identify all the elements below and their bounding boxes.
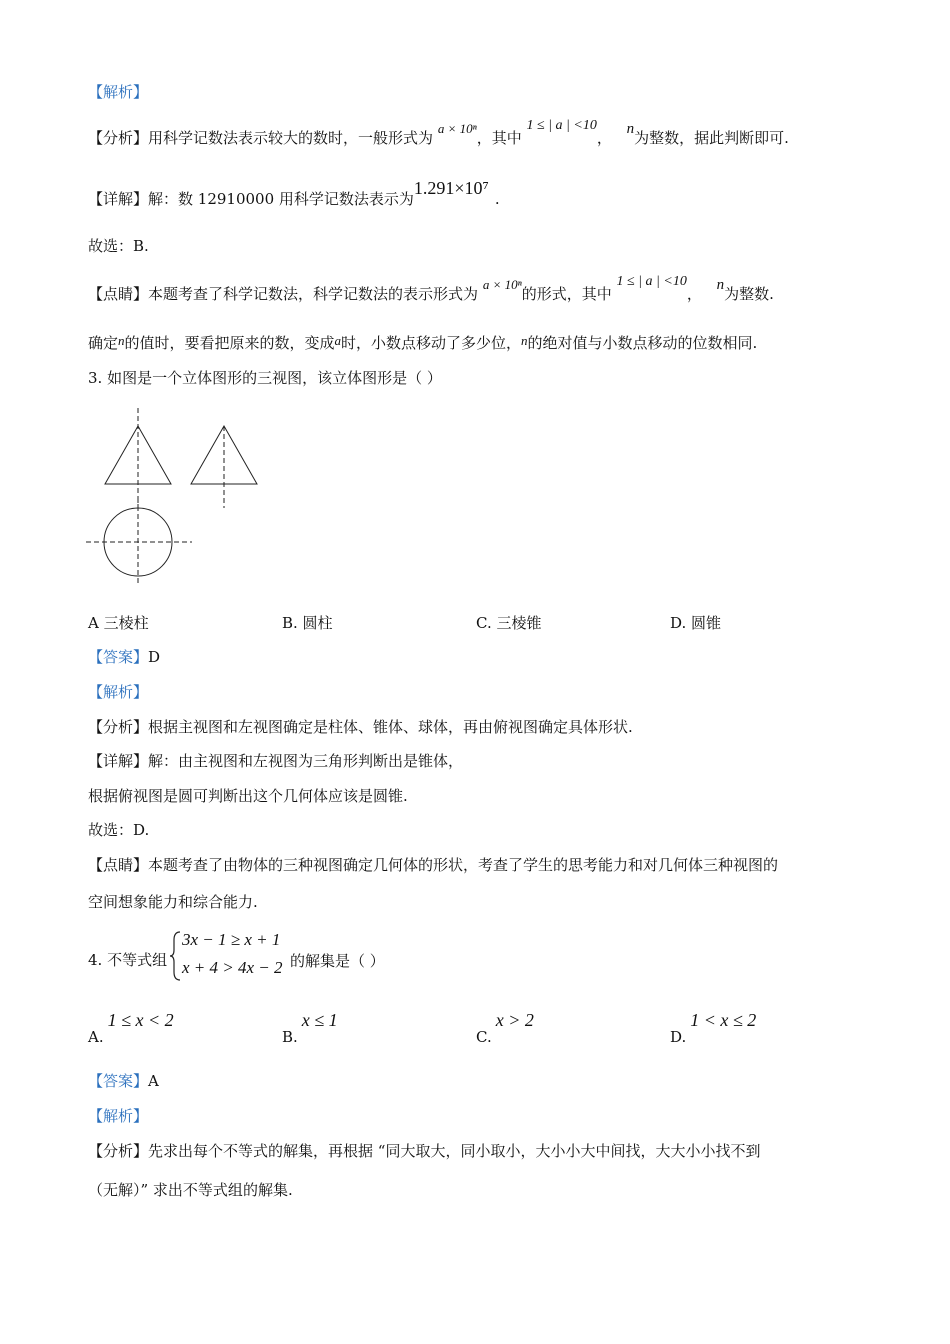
q4-answer: 【答案】A	[88, 1072, 159, 1090]
math-n: n	[626, 121, 635, 137]
q3-answer: 【答案】D	[88, 648, 161, 666]
q4-option-a[interactable]: A.1 ≤ x < 2	[88, 1010, 174, 1046]
fenxi-tag: 【分析】	[88, 129, 149, 147]
q3-dianjing2: 空间想象能力和综合能力.	[88, 893, 258, 911]
q3-option-d[interactable]: D. 圆锥	[670, 614, 722, 632]
jiexi-heading-q2: 【解析】	[88, 83, 149, 101]
q4-fenxi: 【分析】先求出每个不等式的解集，再根据 “同大取大，同小取小，大小小大中间找，大大小小找不到	[88, 1142, 761, 1160]
xiangjie-line-q2: 【详解】解：数 12910000 用科学记数法表示为1.291×10⁷.	[88, 178, 500, 208]
q3-fenxi: 【分析】根据主视图和左视图确定是柱体、锥体、球体，再由俯视图确定具体形状.	[88, 718, 633, 736]
q3-option-c[interactable]: C. 三棱锥	[476, 614, 542, 632]
q3-xiangjie2: 根据俯视图是圆可判断出这个几何体应该是圆锥.	[88, 787, 408, 805]
q4-stem-end: 的解集是（ ）	[290, 952, 385, 970]
brace-icon	[170, 930, 182, 982]
math-a-times-10n: a × 10ⁿ	[437, 121, 477, 136]
q4-option-b[interactable]: B.x ≤ 1	[282, 1010, 338, 1046]
three-views-figure	[82, 408, 202, 588]
side-view-figure	[185, 408, 265, 518]
q4-fenxi2: （无解）” 求出不等式组的解集.	[88, 1181, 293, 1199]
math-sci-notation: 1.291×10⁷	[413, 178, 489, 198]
q3-guxuan: 故选：D.	[88, 821, 150, 839]
q3-stem: 3. 如图是一个立体图形的三视图，该立体图形是（ ）	[88, 369, 442, 387]
jiexi-heading-q3: 【解析】	[88, 683, 149, 701]
q4-option-c[interactable]: C.x > 2	[476, 1010, 534, 1046]
dianjing-line-q2: 【点睛】本题考查了科学记数法，科学记数法的表示形式为 a × 10ⁿ的形式，其中 1 ≤ | a | <10， n为整数.	[88, 274, 774, 303]
jiexi-heading-q4: 【解析】	[88, 1107, 149, 1125]
dianjing-line2-q2: 确定n的值时，要看把原来的数，变成a时，小数点移动了多少位，n的绝对值与小数点移动的位数相同.	[88, 333, 758, 352]
guxuan-q2: 故选：B.	[88, 237, 149, 255]
q4-stem: 4. 不等式组	[88, 951, 168, 969]
q3-option-a[interactable]: A 三棱柱	[88, 614, 149, 632]
math-abs-range: 1 ≤ | a | <10	[526, 118, 597, 133]
q3-option-b[interactable]: B. 圆柱	[282, 614, 333, 632]
q4-option-d[interactable]: D.1 < x ≤ 2	[670, 1010, 757, 1046]
q3-dianjing: 【点睛】本题考查了由物体的三种视图确定几何体的形状，考查了学生的思考能力和对几何体三种视图的	[88, 856, 779, 874]
fenxi-line-q2: 【分析】用科学记数法表示较大的数时，一般形式为 a × 10ⁿ，其中 1 ≤ | a | <10， n为整数，据此判断即可.	[88, 118, 789, 147]
q3-xiangjie: 【详解】解：由主视图和左视图为三角形判断出是锥体，	[88, 752, 464, 770]
q4-inequality-2: x + 4 > 4x − 2	[182, 958, 283, 977]
q4-inequality-1: 3x − 1 ≥ x + 1	[182, 930, 281, 949]
